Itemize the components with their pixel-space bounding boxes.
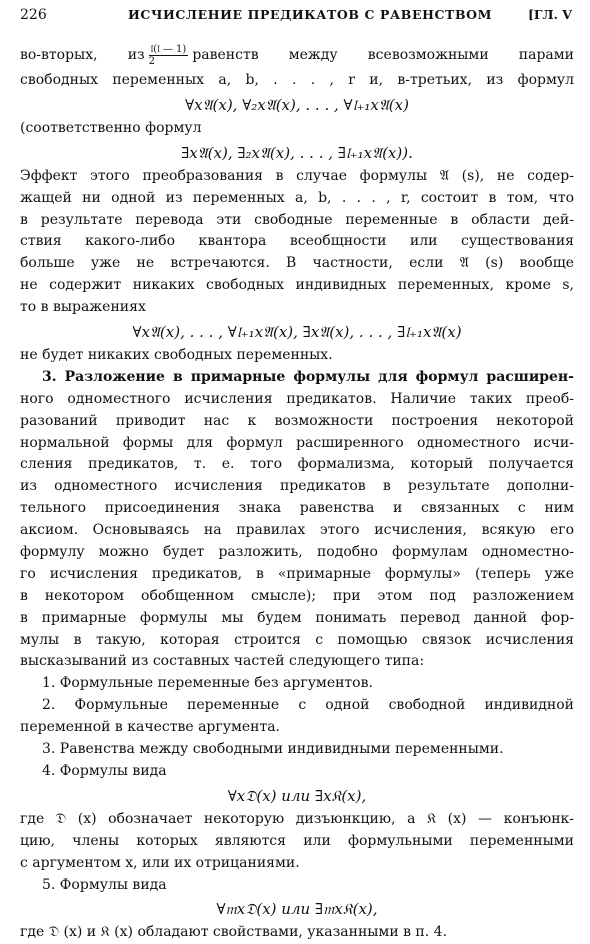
text-line: в результате перевода эти свободные переменные в области дей- [20,211,574,228]
list-item: 1. Формульные переменные без аргументов. [42,675,373,692]
text-line: аксиом. Основываясь на правилах этого исчисления, всякую его [20,522,574,539]
section-heading-line: 3. Разложение в примарные формулы для формул расширен- [42,368,574,385]
running-title: ИСЧИСЛЕНИЕ ПРЕДИКАТОВ С РАВЕНСТВОМ [128,7,493,22]
text-line: из одноместного исчисления предикатов в результате дополни- [20,478,574,495]
text-line: высказываний из составных частей следующего типа: [20,653,425,670]
text-line: сления предикатов, т. е. того формализма, который получается [20,456,574,473]
text-line: нормальной формы для формул расширенного одноместного исчи- [20,434,574,451]
text-line: свободных переменных a, b, . . . , r и, в-третьих, из формул [20,72,574,88]
text-line: ствия какого-либо квантора всеобщности или существования [20,233,574,250]
running-header [20,5,572,25]
fraction: $\frac{\text{𝔩(𝔩 — 1)}}{2}$ [148,43,187,67]
formula: ∀x𝔄(x), . . . , ∀𝔩₊₁x𝔄(x), ∃x𝔄(x), . . . , ∃𝔩₊₁x𝔄(x) [132,323,462,342]
text-line: не содержит никаких свободных индивидных переменных, кроме s, [20,277,574,294]
page-body [20,40,574,944]
text-line: в некотором обобщенном смысле); при этом под разложением [20,587,574,604]
text-line: Эффект этого преобразования в случае формулы 𝔄 (s), не содер- [20,167,574,184]
text-line: переменной в качестве аргумента. [20,719,281,736]
formula: ∀x𝔇(x) или ∃x𝔎(x), [227,786,367,805]
formula: ∃x𝔄(x), ∃₂x𝔄(x), . . . , ∃𝔩₊₁x𝔄(x)). [181,143,413,162]
text-line: не будет никаких свободных переменных. [20,347,333,364]
list-item: 5. Формулы вида [42,876,167,893]
text-line: где 𝔇 (x) обозначает некоторую дизъюнкцию, а 𝔎 (x) — конъюнк- [20,810,574,827]
text-line: в примарные формулы мы будем понимать перевод данной фор- [20,609,574,626]
page-number: 226 [20,7,47,23]
text-line: тельного присоединения знака равенства и связанных с ним [20,500,574,517]
text-line: (соответственно формул [20,119,202,136]
text-line: во-вторых, из $\frac{\text{𝔩(𝔩 — 1)}}{2}$ равенств между всевозможными парами [20,43,575,67]
text-line: то в выражениях [20,299,146,316]
text-line: формулу можно будет разложить, подобно формулам одноместно- [20,544,574,561]
formula: ∀𝔪x𝔇(x) или ∃𝔪x𝔎(x), [216,900,378,919]
text-line: жащей ни одной из переменных a, b, . . . , r, состоит в том, что [20,189,574,206]
list-item: 2. Формульные переменные с одной свободной индивидной [42,697,574,714]
text-line: го исчисления предикатов, в «примарные формулы» (теперь уже [20,565,574,582]
list-item: 4. Формулы вида [42,762,167,779]
text-line: разований приводит нас к возможности построения некоторой [20,412,574,429]
formula: ∀x𝔄(x), ∀₂x𝔄(x), . . . , ∀𝔩₊₁x𝔄(x) [185,95,409,114]
text-line: больше уже не встречаются. В частности, если 𝔄 (s) вообще [20,255,574,272]
chapter-label: [ГЛ. V [527,7,572,22]
text-line: мулы в такую, которая строится с помощью связок исчисления [20,631,574,648]
text-line: с аргументом x, или их отрицаниями. [20,854,300,871]
text-line: где 𝔇 (x) и 𝔎 (x) обладают свойствами, указанными в п. 4. [20,924,448,941]
text-line: цию, члены которых являются или формульными переменными [20,832,574,849]
text-line: ного одноместного исчисления предикатов. Наличие таких преоб- [20,390,574,407]
list-item: 3. Равенства между свободными индивидными переменными. [42,741,504,758]
